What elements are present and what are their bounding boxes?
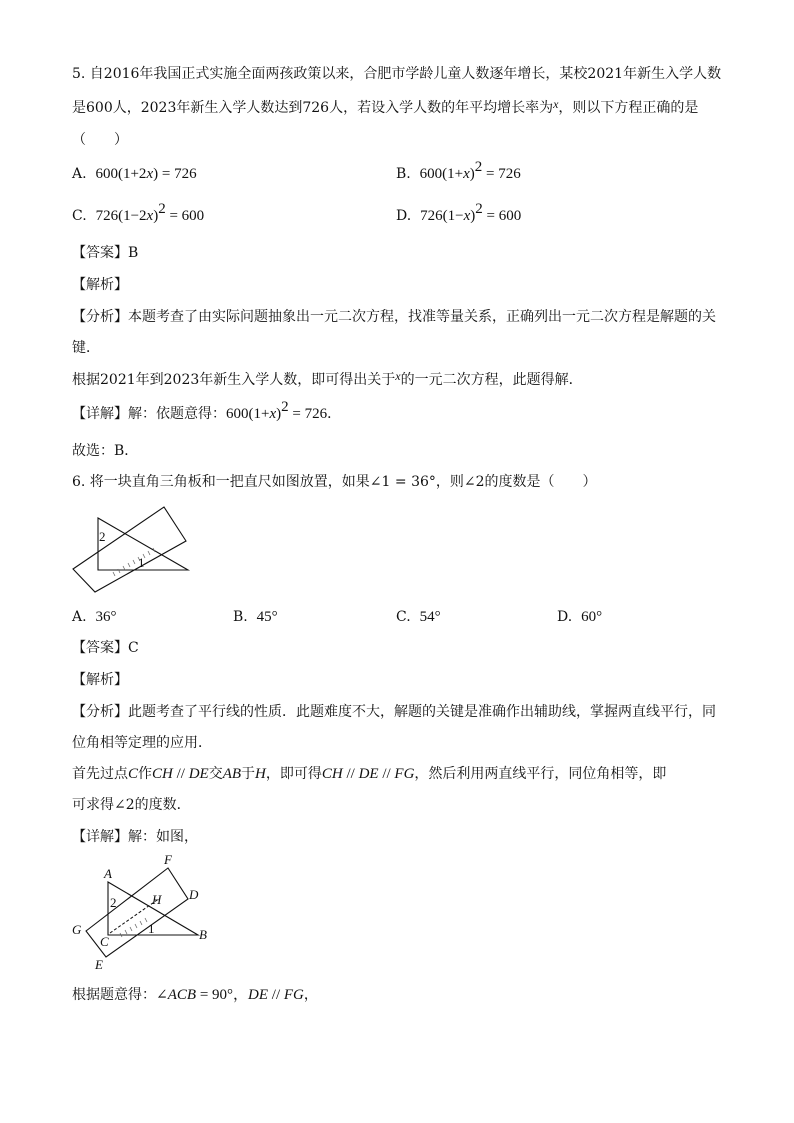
- q6-option-d: D. 60°: [557, 609, 603, 625]
- q5-option-c: C. $726(1-2x)^2 = 600$: [72, 201, 205, 224]
- angle-1-label: 1: [148, 921, 155, 936]
- q6-option-a: A. 36°: [72, 609, 117, 625]
- q6-analysis-label: 【解析】: [72, 672, 128, 688]
- q6-method-2: 可求得∠2的度数．: [72, 797, 191, 813]
- point-h-label: H: [152, 892, 162, 907]
- point-e-label: E: [95, 957, 103, 972]
- q5-option-b: B. $600(1+x)^2 = 726$: [396, 159, 521, 182]
- q5-choose: 故选：B．: [72, 443, 139, 459]
- q5-answer: 【答案】B: [72, 245, 139, 261]
- point-a-label: A: [104, 866, 112, 881]
- ruler-shape: [73, 507, 186, 592]
- q6-last-line: 根据题意得：∠ACB = 90°，DE // FG，: [72, 987, 318, 1003]
- point-c-label: C: [100, 934, 109, 949]
- point-g-label: G: [72, 922, 82, 937]
- q5-option-a: A. 600(1+2x) = 726: [72, 166, 197, 182]
- q6-method-1: 首先过点C作CH // DE交AB于H，即可得CH // DE // FG，然后利用两直线平行，同位角相等，即: [72, 766, 667, 782]
- q5-fenxi-2: 键．: [72, 340, 100, 356]
- q6-answer: 【答案】C: [72, 640, 139, 656]
- angle-2-label: 2: [99, 529, 106, 544]
- q6-figure-1: [68, 500, 198, 596]
- q6-detail: 【详解】解：如图，: [72, 829, 198, 845]
- q5-line-1: 5. 自2016年我国正式实施全面两孩政策以来，合肥市学龄儿童人数逐年增长，某校2021年新生入学人数: [72, 66, 722, 82]
- q6-fenxi-1: 【分析】此题考查了平行线的性质．此题难度不大，解题的关键是准确作出辅助线，掌握两直线平行，同: [72, 704, 716, 720]
- q5-detail: 【详解】解：依题意得：$600(1+x)^2 = 726$．: [72, 399, 342, 422]
- angle-1-label: 1: [138, 555, 145, 570]
- angle-2-label: 2: [110, 895, 117, 910]
- q5-option-d: D. $726(1-x)^2 = 600$: [396, 201, 522, 224]
- q6-figure-2: [68, 852, 218, 974]
- q5-basis: 根据2021年到2023年新生入学人数，即可得出关于x的一元二次方程，此题得解．: [72, 369, 583, 388]
- point-f-label: F: [164, 852, 172, 867]
- point-b-label: B: [199, 927, 207, 942]
- point-d-label: D: [189, 887, 199, 902]
- q5-line-2: 是600人，2023年新生入学人数达到726人，若设入学人数的年平均增长率为x，则以下方程正确的是: [72, 97, 699, 116]
- q6-fenxi-2: 位角相等定理的应用．: [72, 735, 212, 751]
- q5-analysis-label: 【解析】: [72, 277, 128, 293]
- q6-option-b: B. 45°: [233, 609, 278, 625]
- q5-fenxi-1: 【分析】本题考查了由实际问题抽象出一元二次方程，找准等量关系，正确列出一元二次方程是解题的关: [72, 309, 716, 325]
- q6-line-1: 6. 将一块直角三角板和一把直尺如图放置，如果∠1 = 36°，则∠2的度数是（ ）: [72, 474, 597, 490]
- ruler-ticks: [120, 918, 147, 937]
- q6-option-c: C. 54°: [396, 609, 441, 625]
- q5-paren: （ ）: [72, 132, 128, 148]
